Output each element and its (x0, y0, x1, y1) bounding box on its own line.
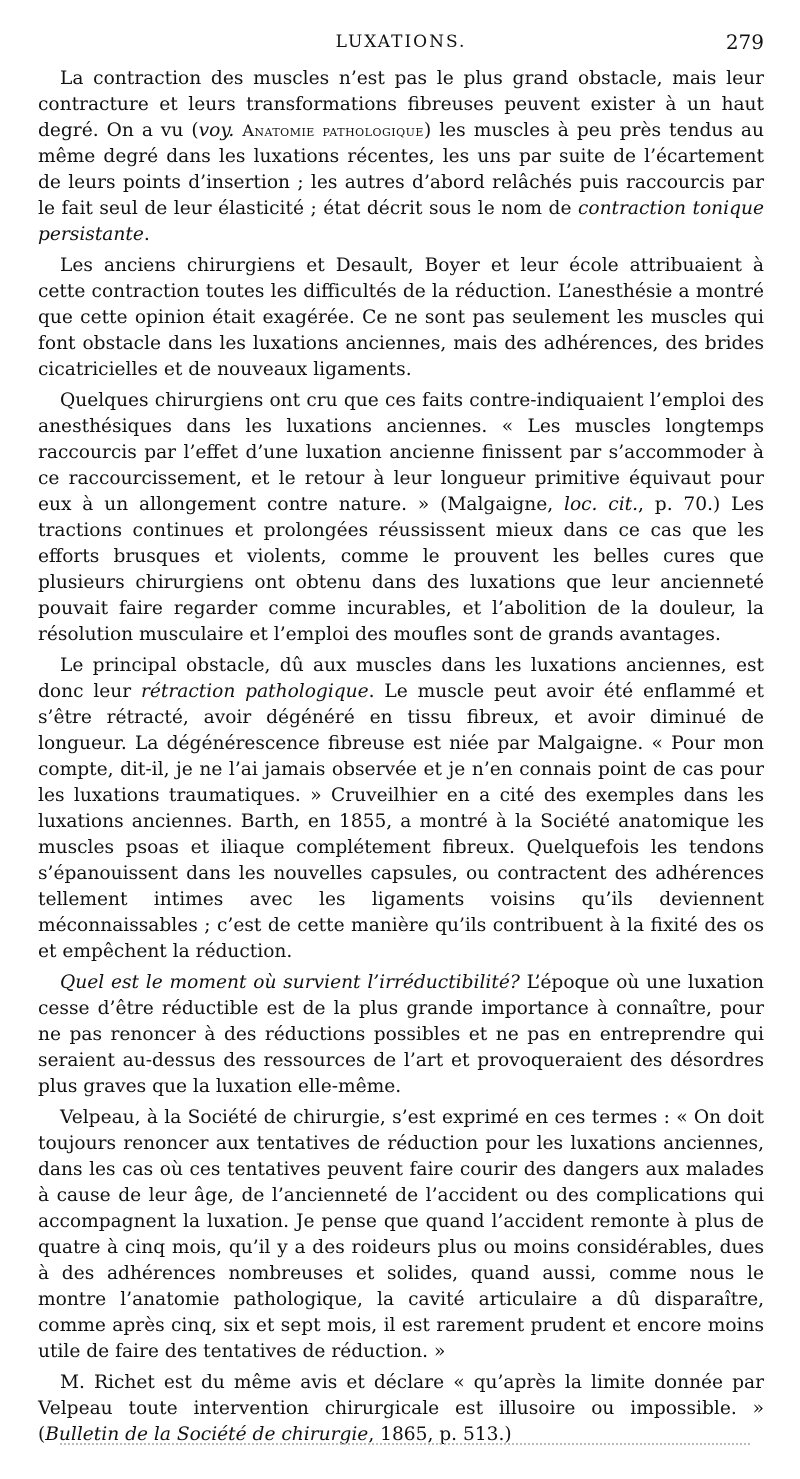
paragraph-2: Les anciens chirurgiens et Desault, Boyer et leur école attribuaient à cette contraction toutes les difficultés de la réduction. L’anesthésie a montré que cette opinion était exagérée. Ce ne sont pas seulement les muscles qui font obstacle dans les luxations anciennes, mais des adhérences, des brides cicatricielles et de nouveaux ligaments. (38, 255, 764, 380)
body-text (38, 66, 764, 1448)
paragraph-4: Le principal obstacle, dû aux muscles dans les luxations anciennes, est donc leur rétraction pathologique. Le muscle peut avoir été enflammé et s’être rétracté, avoir dégénéré en tissu fibreux, et avoir diminué de longueur. La dégénérescence fibreuse est niée par Malgaigne. « Pour mon compte, dit-il, je ne l’ai jamais observée et je n’en connais point de cas pour les luxations traumatiques. » Cruveilhier en a cité des exemples dans les luxations anciennes. Barth, en 1855, a montré à la Société anatomique les muscles psoas et iliaque complétement fibreux. Quelquefois les tendons s’épanouissent dans les nouvelles capsules, ou contractent des adhérences tellement intimes avec les ligaments voisins qu’ils deviennent méconnaissables ; c’est de cette manière qu’ils contribuent à la fixité des os et empêchent la réduction. (38, 655, 764, 962)
page-number: 279 (725, 30, 764, 54)
paragraph-5: Quel est le moment où survient l’irréductibilité? L’époque où une luxation cesse d’être réductible est de la plus grande importance à connaître, pour ne pas renoncer à des réductions possibles et ne pas en entreprendre qui seraient au-dessus des ressources de l’art et provoqueraient des désordres plus graves que la luxation elle-même. (38, 972, 764, 1097)
footer-rule (60, 1443, 750, 1445)
paragraph-1: La contraction des muscles n’est pas le plus grand obstacle, mais leur contracture et leurs transformations fibreuses peuvent exister à un haut degré. On a vu (voy. Anatomie pathologique) les muscles à peu près tendus au même degré dans les luxations récentes, les uns par suite de l’écartement de leurs points d’insertion ; les autres d’abord relâchés puis raccourcis par le fait seul de leur élasticité ; état décrit sous le nom de contraction tonique persistante. (38, 68, 764, 245)
paragraph-6: Velpeau, à la Société de chirurgie, s’est exprimé en ces termes : « On doit toujours renoncer aux tentatives de réduction pour les luxations anciennes, dans les cas où ces tentatives peuvent faire courir des dangers aux malades à cause de leur âge, de l’ancienneté de l’accident ou des complications qui accompagnent la luxation. Je pense que quand l’accident remonte à plus de quatre à cinq mois, qu’il y a des roideurs plus ou moins considérables, dues à des adhérences nombreuses et solides, quand aussi, comme nous le montre l’anatomie pathologique, la cavité articulaire a dû disparaître, comme après cinq, six et sept mois, il est rarement prudent et encore moins utile de faire des tentatives de réduction. » (38, 1107, 764, 1362)
section-question: Quel est le moment où survient l’irréductibilité? (60, 972, 520, 993)
running-head (38, 28, 764, 58)
cross-reference: Anatomie pathologique (242, 121, 424, 140)
paragraph-3: Quelques chirurgiens ont cru que ces faits contre-indiquaient l’emploi des anesthésiques dans les luxations anciennes. « Les muscles longtemps raccourcis par l’effet d’une luxation ancienne finissent par s’accommoder à ce raccourcissement, et le retour à leur longueur primitive équivaut pour eux à un allongement contre nature. » (Malgaigne, loc. cit., p. 70.) Les tractions continues et prolongées réussissent mieux dans ce cas que les efforts brusques et violents, comme le prouvent les belles cures que plusieurs chirurgiens ont obtenu dans des luxations que leur ancienneté pouvait faire regarder comme incurables, et l’abolition de la douleur, la résolution musculaire et l’emploi des moufles sont de grands avantages. (38, 390, 764, 645)
page-title: LUXATIONS. (335, 32, 467, 52)
paragraph-7: M. Richet est du même avis et déclare « qu’après la limite donnée par Velpeau toute intervention chirurgicale est illusoire ou impossible. » (Bulletin de la Société de chirurgie, 1865, p. 513.) (38, 1372, 764, 1445)
